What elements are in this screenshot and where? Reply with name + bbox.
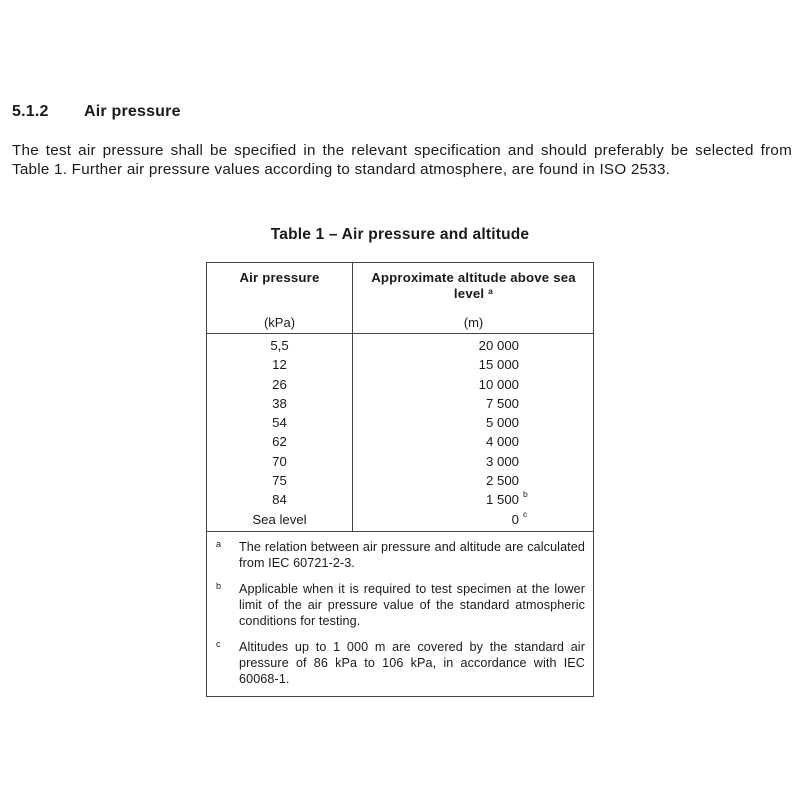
- col2-unit: (m): [463, 315, 484, 330]
- table-row: [207, 375, 593, 394]
- altitude-cell: [437, 413, 519, 432]
- altitude-value: 2 500: [485, 473, 519, 489]
- body-paragraph: The test air pressure shall be specified in the relevant specification and should preferably be selected from Table 1. Further air pressure values according to standard atmosphere, are found in ISO 2533.: [12, 142, 792, 178]
- header-cell-air-pressure: [207, 263, 352, 330]
- table-caption: Table 1 – Air pressure and altitude: [270, 226, 530, 243]
- altitude-cell: [437, 355, 519, 374]
- pressure-cell: 12: [272, 357, 287, 373]
- pressure-cell: Sea level: [252, 511, 307, 527]
- pressure-cell: 84: [272, 492, 287, 508]
- altitude-cell: [437, 375, 519, 394]
- footnote-text: Applicable when it is required to test specimen at the lower limit of the air pressure value of the standard atmospheric conditions for testing.: [239, 582, 585, 628]
- table-row: [207, 471, 593, 490]
- altitude-value: 7 500: [485, 395, 519, 411]
- altitude-value: 15 000: [478, 357, 519, 373]
- pressure-cell: 70: [272, 453, 287, 469]
- altitude-value: 5 000: [485, 415, 519, 431]
- table-header: [207, 263, 593, 334]
- footnote-text: Altitudes up to 1 000 m are covered by the standard air pressure of 86 kPa to 106 kPa, in accordance with IEC 60068-1.: [239, 640, 585, 686]
- altitude-cell: [437, 336, 519, 355]
- col2-header-wrap: [369, 270, 579, 302]
- table-row: [207, 394, 593, 413]
- altitude-cell: [437, 432, 519, 451]
- pressure-cell: 54: [272, 415, 287, 431]
- pressure-cell: 26: [272, 376, 287, 392]
- footnote: [207, 581, 593, 629]
- col2-header-footnote-mark: a: [488, 286, 494, 296]
- footnote: [207, 539, 593, 571]
- footnote-mark: a: [216, 539, 222, 549]
- altitude-cell: [437, 394, 519, 413]
- altitude-value: 20 000: [478, 338, 519, 353]
- pressure-cell: 38: [272, 395, 287, 411]
- col1-header: Air pressure: [239, 270, 320, 285]
- table-row: [207, 510, 593, 529]
- altitude-value: 0: [511, 511, 519, 527]
- header-cell-altitude: [353, 263, 594, 330]
- altitude-value: 10 000: [478, 376, 519, 392]
- altitude-value: 3 000: [485, 453, 519, 469]
- section-number: 5.1.2: [12, 103, 49, 120]
- pressure-cell: 5,5: [270, 338, 289, 353]
- table-row: [207, 413, 593, 432]
- table-row: [207, 490, 593, 509]
- table-row: [207, 336, 593, 355]
- footnote: [207, 639, 593, 687]
- air-pressure-table: [206, 262, 594, 697]
- altitude-value: 1 500: [485, 492, 519, 508]
- footnote-mark: b: [216, 581, 222, 591]
- table-row: [207, 355, 593, 374]
- section-title: Air pressure: [84, 103, 181, 120]
- footnote-text: The relation between air pressure and altitude are calculated from IEC 60721-2-3.: [239, 540, 585, 570]
- altitude-cell: 1 500 b: [485, 489, 528, 508]
- section-heading: [12, 103, 181, 121]
- altitude-value: 4 000: [485, 434, 519, 450]
- table-row: [207, 432, 593, 451]
- table-row: [207, 452, 593, 471]
- table-footnotes: [207, 539, 593, 697]
- pressure-cell: 75: [272, 473, 287, 489]
- pressure-cell: 62: [272, 434, 287, 450]
- footnote-mark: c: [216, 639, 221, 649]
- table-body: [207, 336, 593, 532]
- altitude-cell: [437, 452, 519, 471]
- col2-header: Approximate altitude above sea level: [371, 270, 576, 301]
- col1-unit: (kPa): [263, 315, 296, 330]
- altitude-cell: [437, 471, 519, 490]
- altitude-cell: 0 c: [511, 508, 528, 527]
